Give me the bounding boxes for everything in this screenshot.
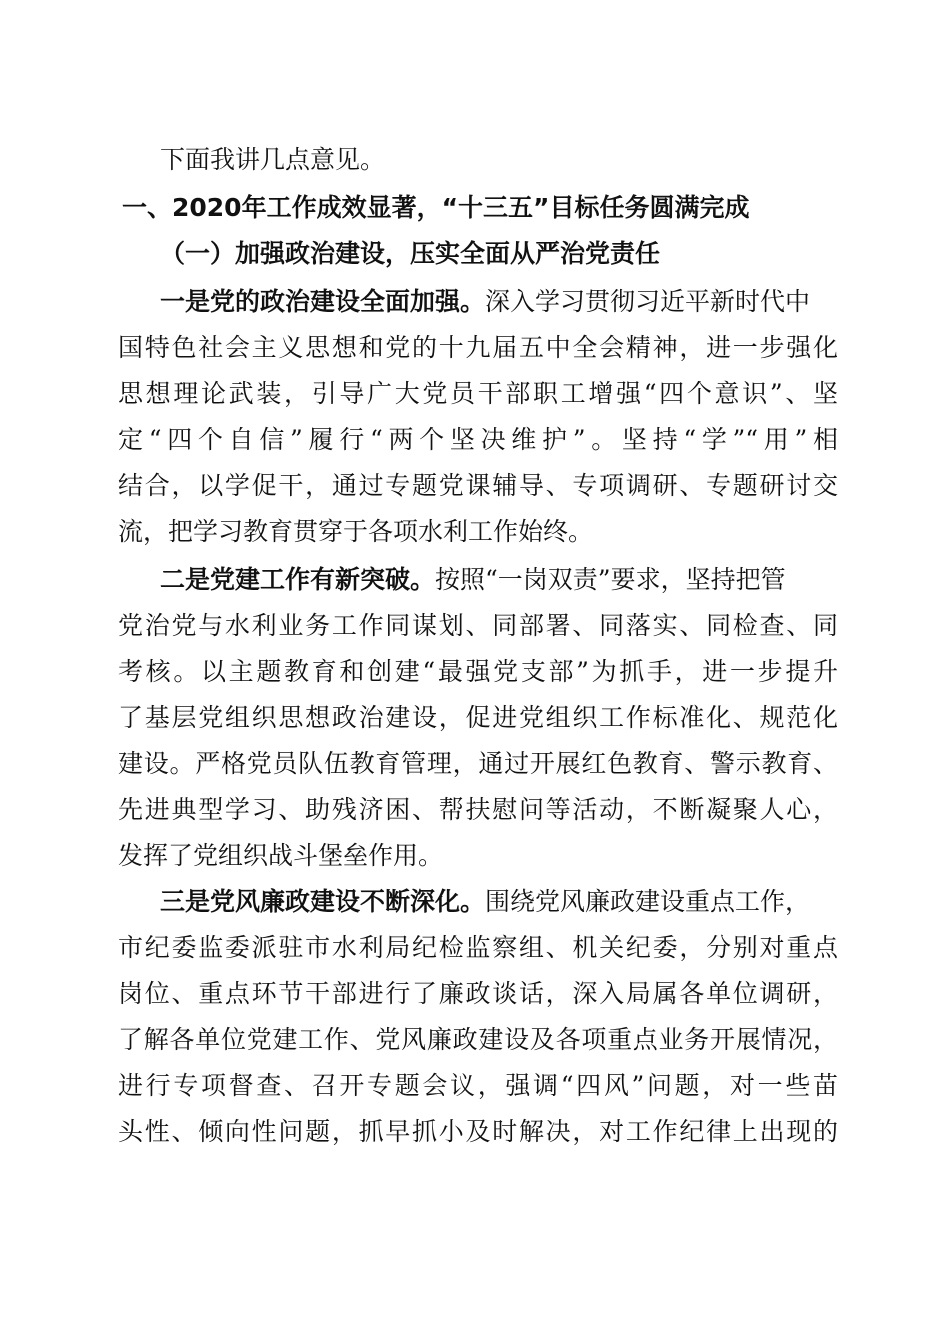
paragraph-3-lead: 三是党风廉政建设不断深化。 [160,887,486,916]
paragraph-3-line-6: 头性、倾向性问题，抓早抓小及时解决，对工作纪律上出现的 [118,1117,838,1146]
paragraph-3-text: 围绕党风廉政建设重点工作， [485,887,811,916]
paragraph-2-line-7: 发挥了党组织战斗堡垒作用。 [118,841,444,870]
paragraph-2-line-5: 建设。严格党员队伍教育管理，通过开展红色教育、警示教育、 [118,749,838,778]
paragraph-3-line-4: 了解各单位党建工作、党风廉政建设及各项重点业务开展情况， [118,1025,838,1054]
paragraph-2-line-1 [160,562,838,598]
paragraph-1-line-3: 思想理论武装，引导广大党员干部职工增强“四个意识”、坚 [118,379,838,408]
paragraph-2-line-3: 考核。以主题教育和创建“最强党支部”为抓手，进一步提升 [118,657,838,686]
paragraph-1-line-1 [160,284,838,320]
paragraph-1-line-5: 结合，以学促干，通过专题党课辅导、专项调研、专题研讨交 [118,471,838,500]
paragraph-3-line-2: 市纪委监委派驻市水利局纪检监察组、机关纪委，分别对重点 [118,933,838,962]
paragraph-2-line-4: 了基层党组织思想政治建设，促进党组织工作标准化、规范化 [118,703,838,732]
paragraph-2-line-6: 先进典型学习、助残济困、帮扶慰问等活动，不断凝聚人心， [118,795,838,824]
paragraph-3-line-1 [160,884,838,920]
paragraph-1-lead: 一是党的政治建设全面加强。 [160,287,486,316]
paragraph-2-lead: 二是党建工作有新突破。 [160,565,436,594]
section-heading: 一、2020年工作成效显著，“十三五”目标任务圆满完成 [122,193,750,222]
paragraph-1-text: 深入学习贯彻习近平新时代中 [485,287,811,316]
paragraph-3-line-5: 进行专项督查、召开专题会议，强调“四风”问题，对一些苗 [118,1071,838,1100]
paragraph-1-line-6: 流，把学习教育贯穿于各项水利工作始终。 [118,517,594,546]
intro-text: 下面我讲几点意见。 [160,145,386,174]
paragraph-2-line-2: 党治党与水利业务工作同谋划、同部署、同落实、同检查、同 [118,611,838,640]
paragraph-1-line-4: 定“四个自信”履行“两个坚决维护”。坚持“学”“用”相 [118,425,838,454]
subsection-heading: （一）加强政治建设，压实全面从严治党责任 [160,239,661,268]
paragraph-2-text: 按照“一岗双责”要求，坚持把管 [435,565,786,594]
paragraph-1-line-2: 国特色社会主义思想和党的十九届五中全会精神，进一步强化 [118,333,838,362]
paragraph-3-line-3: 岗位、重点环节干部进行了廉政谈话，深入局属各单位调研， [118,979,838,1008]
